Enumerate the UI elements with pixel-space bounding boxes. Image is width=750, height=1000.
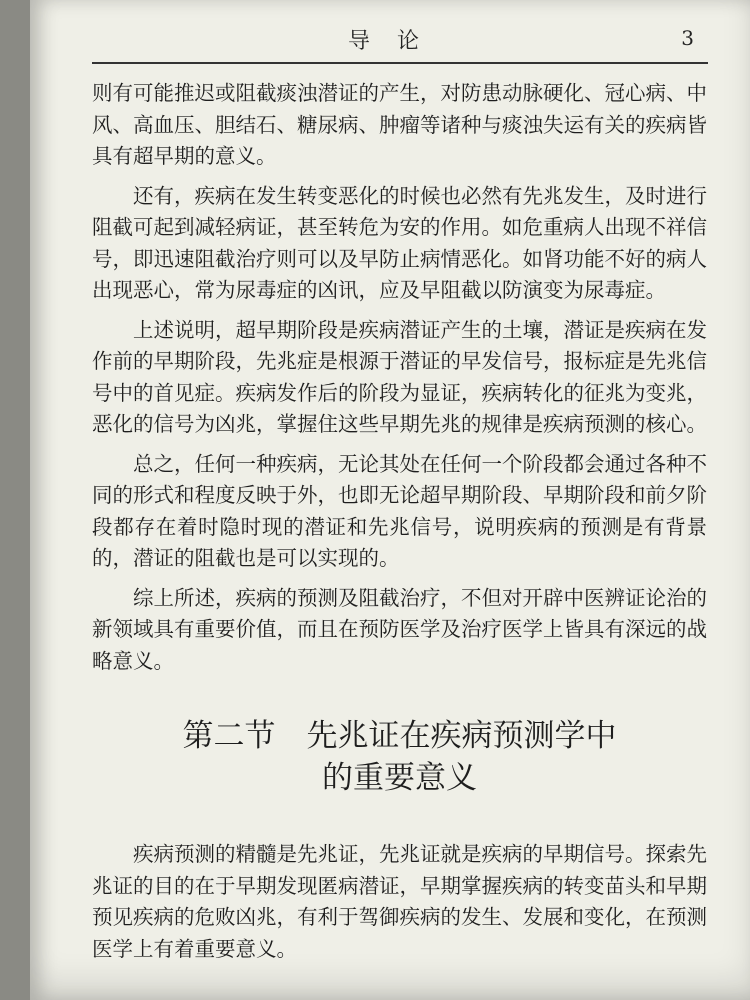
- section-heading: [92, 715, 707, 799]
- paragraph: 总之，任何一种疾病，无论其处在任何一个阶段都会通过各种不同的形式和程度反映于外，也即无论超早期阶段、早期阶段和前夕阶段都存在着时隐时现的潜证和先兆信号，说明疾病的预测是有背景的，潜证的阻截也是可以实现的。: [92, 451, 707, 570]
- paragraph: 上述说明，超早期阶段是疾病潜证产生的土壤，潜证是疾病在发作前的早期阶段，先兆症是根源于潜证的早发信号，报标症是先兆信号中的首见症。疾病发作后的阶段为显证，疾病转化的征兆为变兆，恶化的信号为凶兆，掌握住这些早期先兆的规律是疾病预测的核心。: [92, 317, 707, 436]
- section-heading-line-2: 的重要意义: [322, 760, 477, 796]
- paragraph: 则有可能推迟或阻截痰浊潜证的产生，对防患动脉硬化、冠心病、中风、高血压、胆结石、糖尿病、肿瘤等诸种与痰浊失运有关的疾病皆具有超早期的意义。: [92, 81, 707, 168]
- header-rule: [92, 62, 708, 64]
- paragraph: 疾病预测的精髓是先兆证，先兆证就是疾病的早期信号。探索先兆证的目的在于早期发现匿病潜证，早期掌握疾病的转变苗头和早期预见疾病的危败凶兆，有利于驾御疾病的发生、发展和变化，在预测医学上有着重要意义。: [92, 842, 707, 961]
- paragraph: 还有，疾病在发生转变恶化的时候也必然有先兆发生，及时进行阻截可起到减轻病证，甚至转危为安的作用。如危重病人出现不祥信号，即迅速阻截治疗则可以及早防止病情恶化。如肾功能不好的病人出现恶心，常为尿毒症的凶讯，应及早阻截以防演变为尿毒症。: [92, 183, 707, 302]
- book-page: [30, 0, 750, 1000]
- chapter-title: 导 论: [348, 29, 429, 54]
- section-heading-line-1: 第二节 先兆证在疾病预测学中: [182, 718, 617, 754]
- page-body: [92, 78, 707, 973]
- paragraph: 综上所述，疾病的预测及阻截治疗，不但对开辟中医辨证论治的新领域具有重要价值，而且在预防医学及治疗医学上皆具有深远的战略意义。: [92, 585, 707, 673]
- running-header: [30, 20, 750, 60]
- page-number: 3: [681, 26, 694, 50]
